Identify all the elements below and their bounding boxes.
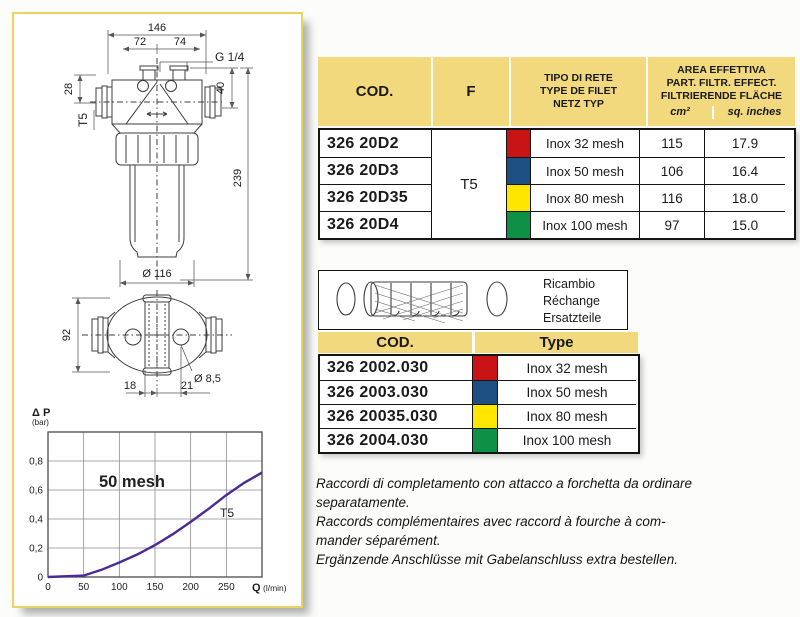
header-area-de: FILTRIERENDE FLÄCHE — [660, 90, 783, 102]
mesh-color-swatch — [472, 380, 497, 404]
header-area — [648, 57, 795, 126]
chart-ylabel: Δ P — [32, 407, 51, 419]
spare-cell-cod: 326 20035.030 — [320, 404, 472, 428]
header-net-type-it: TIPO DI RETE — [544, 72, 613, 84]
ordering-notes — [316, 474, 796, 569]
table-cell-sq-inches: 15.0 — [704, 211, 785, 238]
spare-cell-cod: 326 2003.030 — [320, 380, 472, 404]
table-cell-cod: 326 20D35 — [320, 184, 431, 211]
header-net-type-fr: TYPE DE FILET — [539, 85, 617, 97]
table-cell-sq-inches: 17.9 — [704, 130, 785, 157]
chart-xlabel: Q — [252, 582, 261, 594]
svg-text:50: 50 — [78, 582, 90, 593]
table-cell-cod: 326 20D4 — [320, 211, 431, 238]
spare-cell-type: Inox 100 mesh — [497, 428, 636, 452]
note-line: separatamente. — [316, 495, 410, 510]
header-sq-inches: sq. inches — [727, 106, 782, 118]
svg-text:250: 250 — [217, 582, 235, 593]
svg-text:100: 100 — [110, 582, 128, 593]
mesh-color-swatch — [506, 157, 530, 184]
table-cell-cm2: 115 — [639, 130, 704, 157]
svg-text:0: 0 — [37, 572, 43, 584]
dim-head-height: 40 — [215, 81, 227, 95]
spare-part-table — [318, 332, 640, 454]
svg-text:0,2: 0,2 — [29, 543, 43, 555]
note-line: Ergänzende Anschlüsse mit Gabelanschluss extra bestellen. — [316, 552, 678, 567]
spare-label-it: Ricambio — [543, 277, 596, 291]
model-label: T5 — [76, 112, 90, 128]
note-line: Raccords complémentaires avec raccord à fourche à com- — [316, 514, 666, 529]
spare-table-header — [318, 332, 640, 353]
spare-cell-type: Inox 50 mesh — [497, 380, 636, 404]
dim-right-width: 74 — [173, 36, 187, 48]
table-cell-mesh: Inox 50 mesh — [530, 157, 639, 184]
header-area-units — [648, 106, 795, 119]
header-cod: COD. — [318, 57, 431, 126]
svg-text:200: 200 — [182, 582, 200, 593]
header-f: F — [433, 57, 509, 126]
spare-header-cod: COD. — [318, 332, 472, 353]
mesh-color-swatch — [472, 428, 497, 452]
spare-label-de: Ersatzteile — [543, 311, 602, 325]
filter-technical-drawing — [14, 14, 303, 404]
table-cell-mesh: Inox 100 mesh — [530, 211, 639, 238]
table-cell-sq-inches: 16.4 — [704, 157, 785, 184]
header-net-type — [511, 57, 646, 126]
spare-cell-type: Inox 32 mesh — [497, 356, 636, 380]
dim-total-height: 239 — [232, 168, 244, 188]
header-cm2: cm² — [648, 106, 714, 119]
dp-chart-plot — [14, 404, 303, 604]
drawing-panel — [12, 12, 303, 608]
mesh-color-swatch — [472, 404, 497, 428]
table-cell-cm2: 97 — [639, 211, 704, 238]
dim-lines-top — [108, 30, 213, 74]
table-cell-cm2: 116 — [639, 184, 704, 211]
spare-labels — [543, 276, 601, 327]
main-table-header — [318, 57, 796, 126]
chart-series-label: T5 — [220, 506, 235, 520]
dim-offset-left: 18 — [123, 380, 137, 392]
mesh-color-swatch — [506, 211, 530, 238]
svg-text:150: 150 — [146, 582, 164, 593]
spare-part-image-box — [318, 270, 628, 330]
header-area-en: PART. FILTR. EFFECT. — [666, 77, 777, 89]
table-cell-f: T5 — [431, 130, 506, 238]
mesh-color-swatch — [506, 184, 530, 211]
table-cell-cod: 326 20D2 — [327, 134, 399, 152]
chart-xlabel-unit: (l/min) — [263, 583, 287, 593]
table-cell-mesh: Inox 80 mesh — [530, 184, 639, 211]
main-table-body — [318, 128, 796, 240]
header-net-type-de: NETZ TYP — [553, 98, 604, 110]
main-spec-table — [318, 57, 796, 240]
svg-text:0,4: 0,4 — [29, 514, 43, 526]
dim-port-height: 28 — [63, 82, 75, 96]
chart-ylabel-unit: (bar) — [32, 418, 49, 427]
table-cell-mesh: Inox 32 mesh — [530, 130, 639, 157]
spare-cell-cod: 326 2002.030 — [327, 359, 429, 376]
note-line: Raccordi di completamento con attacco a forchetta da ordinare — [316, 476, 692, 491]
header-area-it: AREA EFFETTIVA — [677, 64, 766, 76]
dim-view-height: 92 — [61, 328, 73, 342]
table-cell-cm2: 106 — [639, 157, 704, 184]
dim-hole-diameter: Ø 8,5 — [194, 373, 221, 385]
chart-annotation-mesh: 50 mesh — [98, 473, 166, 491]
spare-cell-type: Inox 80 mesh — [497, 404, 636, 428]
svg-text:0,6: 0,6 — [29, 485, 43, 497]
svg-text:0,8: 0,8 — [29, 456, 43, 468]
spare-cartridge-drawing — [319, 271, 534, 328]
filter-bottom-view — [82, 290, 232, 386]
table-cell-cod: 326 20D3 — [320, 157, 431, 184]
table-cell-sq-inches: 18.0 — [704, 184, 785, 211]
mesh-color-swatch — [472, 356, 497, 380]
note-line: mander séparément. — [316, 533, 441, 548]
spare-header-type: Type — [475, 332, 638, 353]
spare-cell-cod: 326 2004.030 — [320, 428, 472, 452]
filter-front-view — [90, 58, 224, 280]
mesh-color-swatch — [506, 130, 530, 157]
spare-table-body — [318, 354, 640, 454]
dim-bowl-diameter: Ø 116 — [142, 268, 172, 280]
dim-lines-sides — [74, 68, 253, 287]
dim-thread: G 1/4 — [215, 50, 245, 64]
dim-total-width: 146 — [147, 22, 167, 34]
svg-text:0: 0 — [45, 582, 51, 593]
dim-offset-right: 21 — [180, 380, 194, 392]
spare-label-fr: Réchange — [543, 294, 600, 308]
dim-left-width: 72 — [133, 36, 147, 48]
